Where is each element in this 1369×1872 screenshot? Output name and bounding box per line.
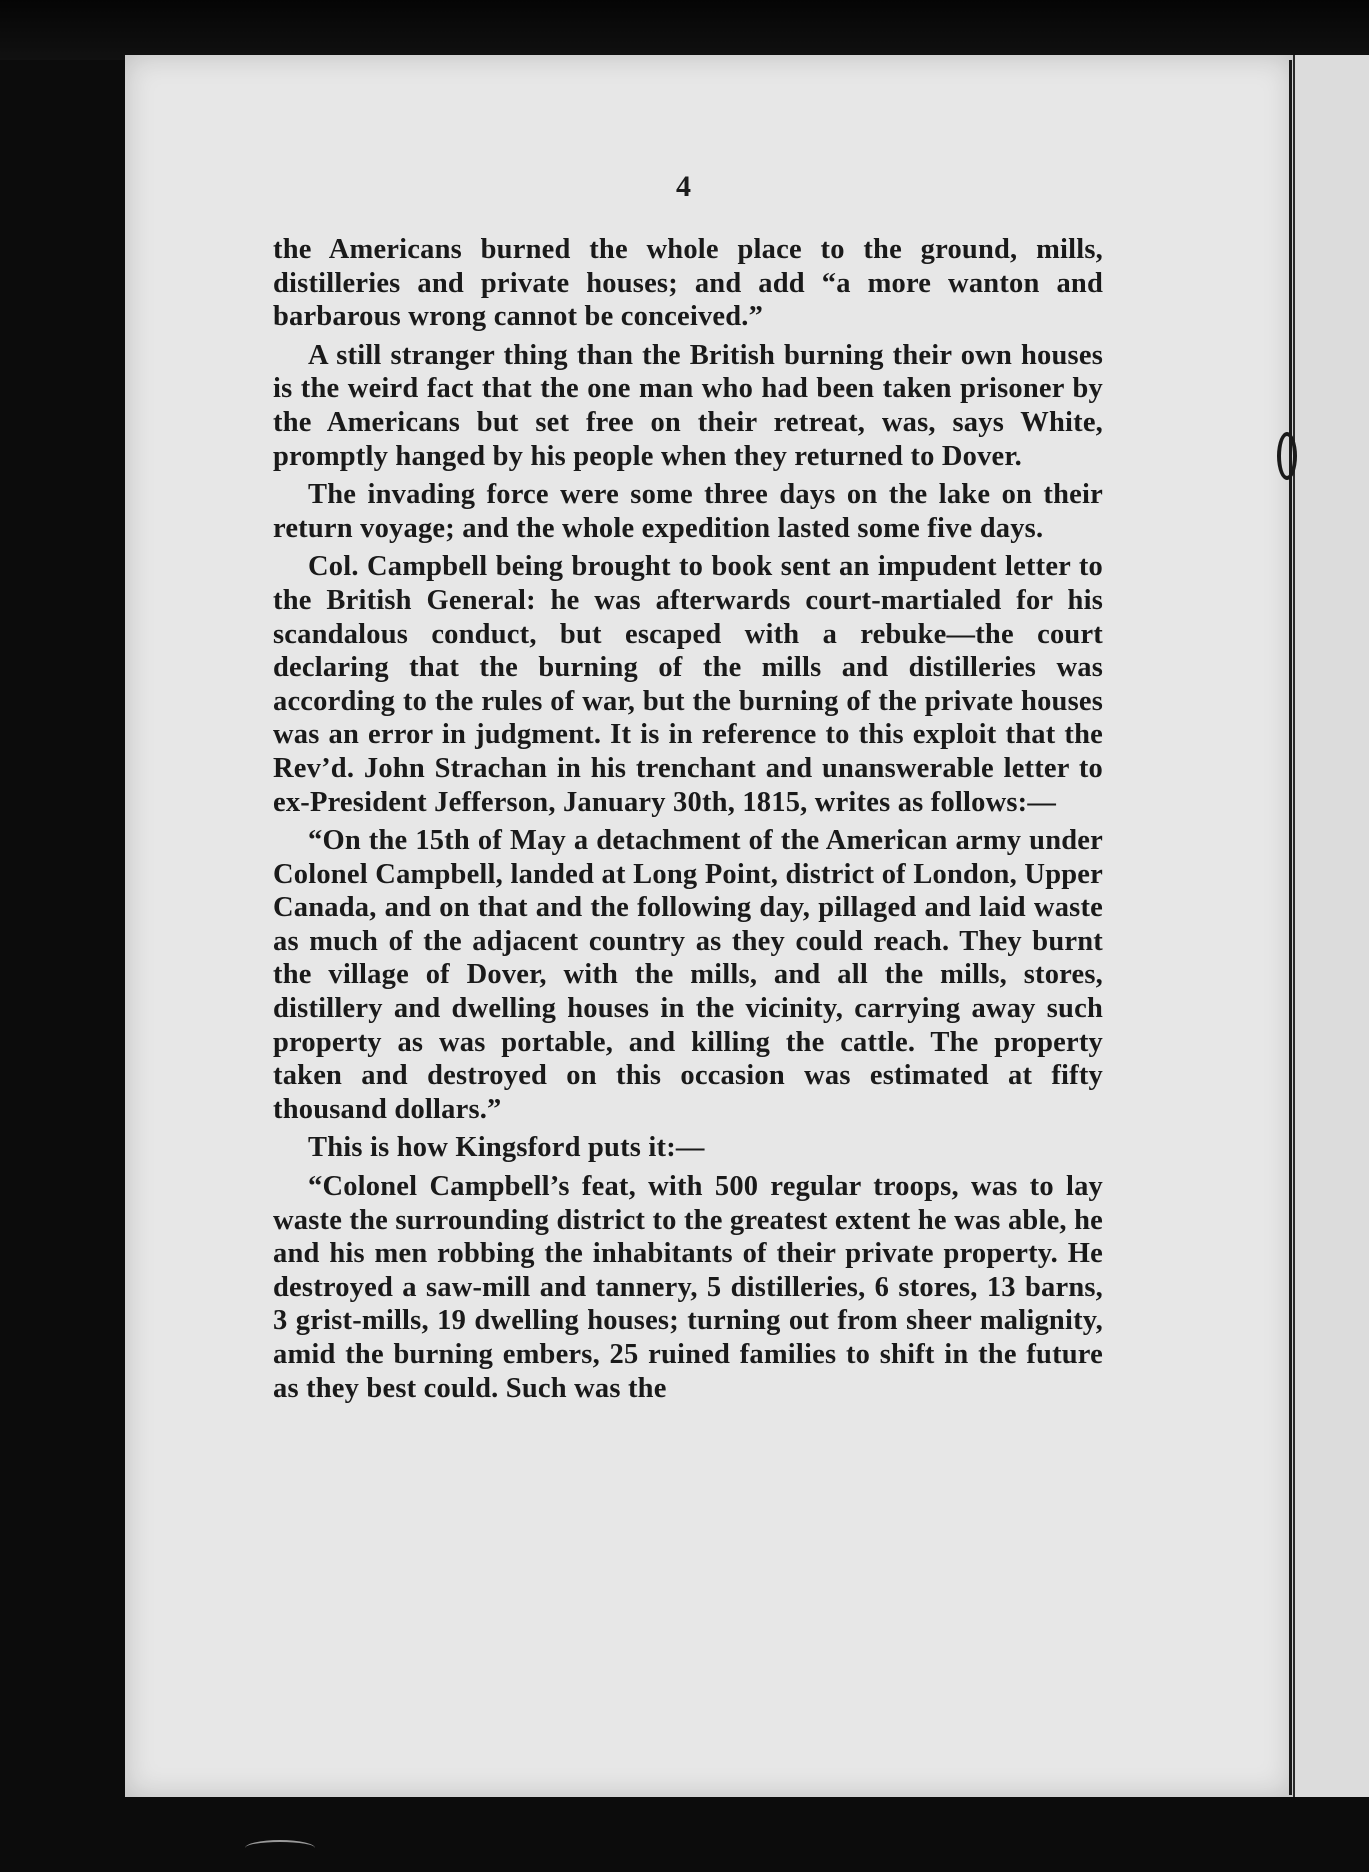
page-number: 4 xyxy=(676,170,691,203)
paragraph: The invading force were some three days on the lake on their return voyage; and the whole expedition lasted some five days. xyxy=(273,479,1103,544)
body-text xyxy=(273,233,1103,1410)
paragraph: “On the 15th of May a detachment of the American army under Colonel Campbell, landed at Long Point, district of London, Upper Canada, and on that and the following day, pillaged and laid waste as much of the adjacent country as they could reach. They burnt the village of Dover, with the mills, and all the mills, stores, distillery and dwelling houses in the vicinity, carrying away such property as was portable, and killing the cattle. The property taken and destroyed on this occasion was estimated at fifty thousand dollars.” xyxy=(273,825,1103,1125)
paragraph: A still stranger thing than the British burning their own houses is the weird fact that the one man who had been taken prisoner by the Americans but set free on their retreat, was, says White, promptly hanged by his people when they returned to Dover. xyxy=(273,339,1103,472)
scan-artifact xyxy=(245,1840,315,1856)
gutter-mark xyxy=(1277,432,1297,480)
paragraph: “Colonel Campbell’s feat, with 500 regular troops, was to lay waste the surrounding district to the greatest extent he was able, he and his men robbing the inhabitants of their private property. He destroyed a saw-mill and tannery, 5 distilleries, 6 stores, 13 barns, 3 grist-mills, 19 dwelling houses; turning out from sheer malignity, amid the burning embers, 25 ruined families to shift in the future as they best could. Such was the xyxy=(273,1171,1103,1404)
paragraph: the Americans burned the whole place to the ground, mills, distilleries and private houses; and add “a more wanton and barbarous wrong cannot be conceived.” xyxy=(273,234,1103,333)
paragraph: This is how Kingsford puts it:— xyxy=(308,1132,705,1164)
paragraph: Col. Campbell being brought to book sent an impudent letter to the British General: he was afterwards court-martialed for his scandalous conduct, but escaped with a rebuke—the court declaring that the burning of the mills and distilleries was according to the rules of war, but the burning of the private houses was an error in judgment. It is in reference to this exploit that the Rev’d. John Strachan in his trenchant and unanswerable letter to ex-President Jefferson, January 30th, 1815, writes as follows:— xyxy=(273,551,1103,818)
binding-gutter xyxy=(1289,60,1292,1795)
scan-top-shadow xyxy=(0,0,1369,60)
facing-page-edge xyxy=(1293,55,1369,1797)
